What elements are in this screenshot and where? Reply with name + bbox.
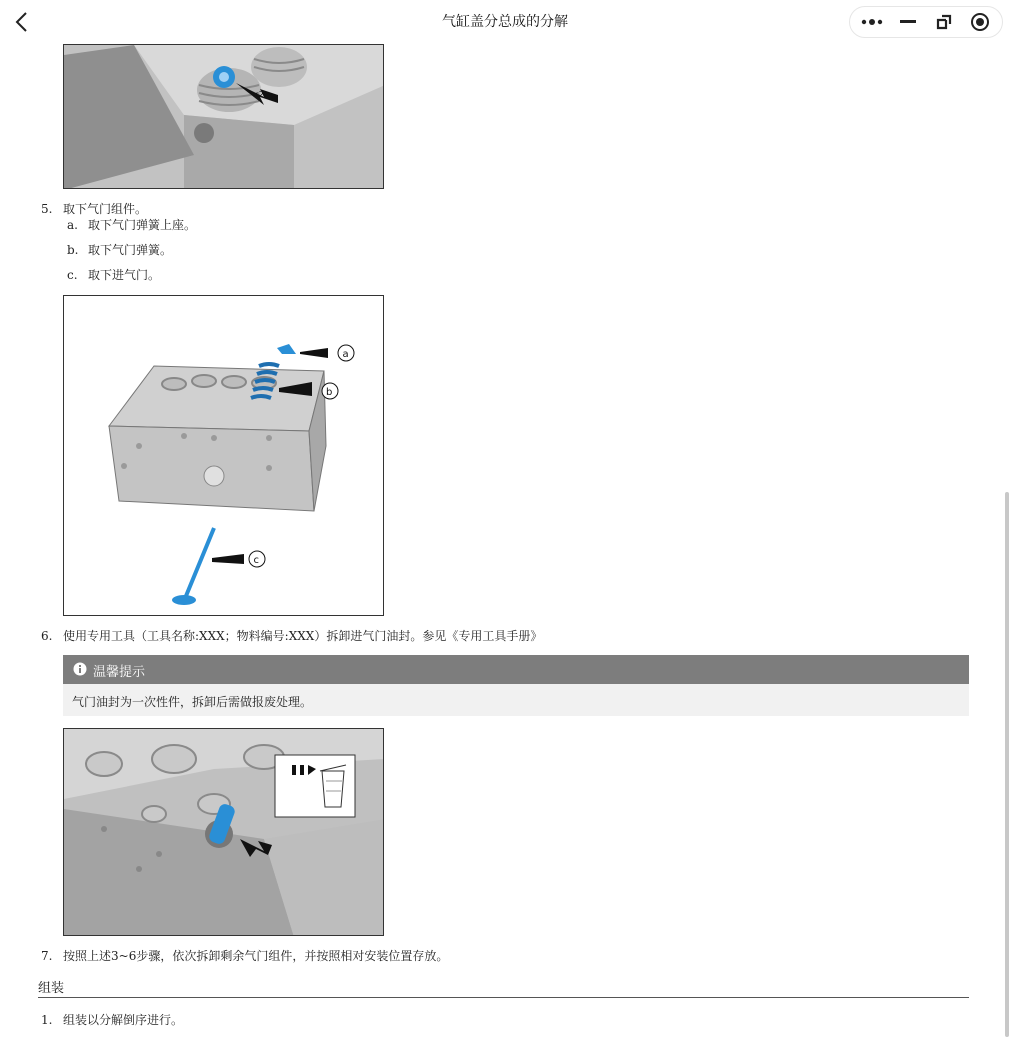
figure-valve-cotter xyxy=(63,44,384,189)
window-capsule xyxy=(849,6,1003,38)
more-icon[interactable] xyxy=(858,8,886,36)
callout-b: b xyxy=(326,387,333,398)
section-heading-assembly: 组装 xyxy=(38,977,969,998)
top-bar xyxy=(0,0,1010,44)
tip-body: 气门油封为一次性件，拆卸后需做报废处理。 xyxy=(63,684,969,716)
tip-title: 温馨提示 xyxy=(93,665,146,680)
close-target-icon[interactable] xyxy=(966,8,994,36)
callout-c: c xyxy=(253,555,259,566)
page-title: 气缸盖分总成的分解 xyxy=(442,14,568,30)
figure-valve-seal-removal xyxy=(63,728,384,936)
restore-icon[interactable] xyxy=(930,8,958,36)
minimize-icon[interactable] xyxy=(894,8,922,36)
info-icon xyxy=(73,662,87,676)
figure-valve-assembly xyxy=(63,295,384,616)
tip-header xyxy=(63,655,969,684)
callout-a: a xyxy=(342,349,349,360)
scrollbar-thumb[interactable] xyxy=(1005,492,1009,1037)
figure-quantity-badge: ×2 xyxy=(252,90,264,99)
